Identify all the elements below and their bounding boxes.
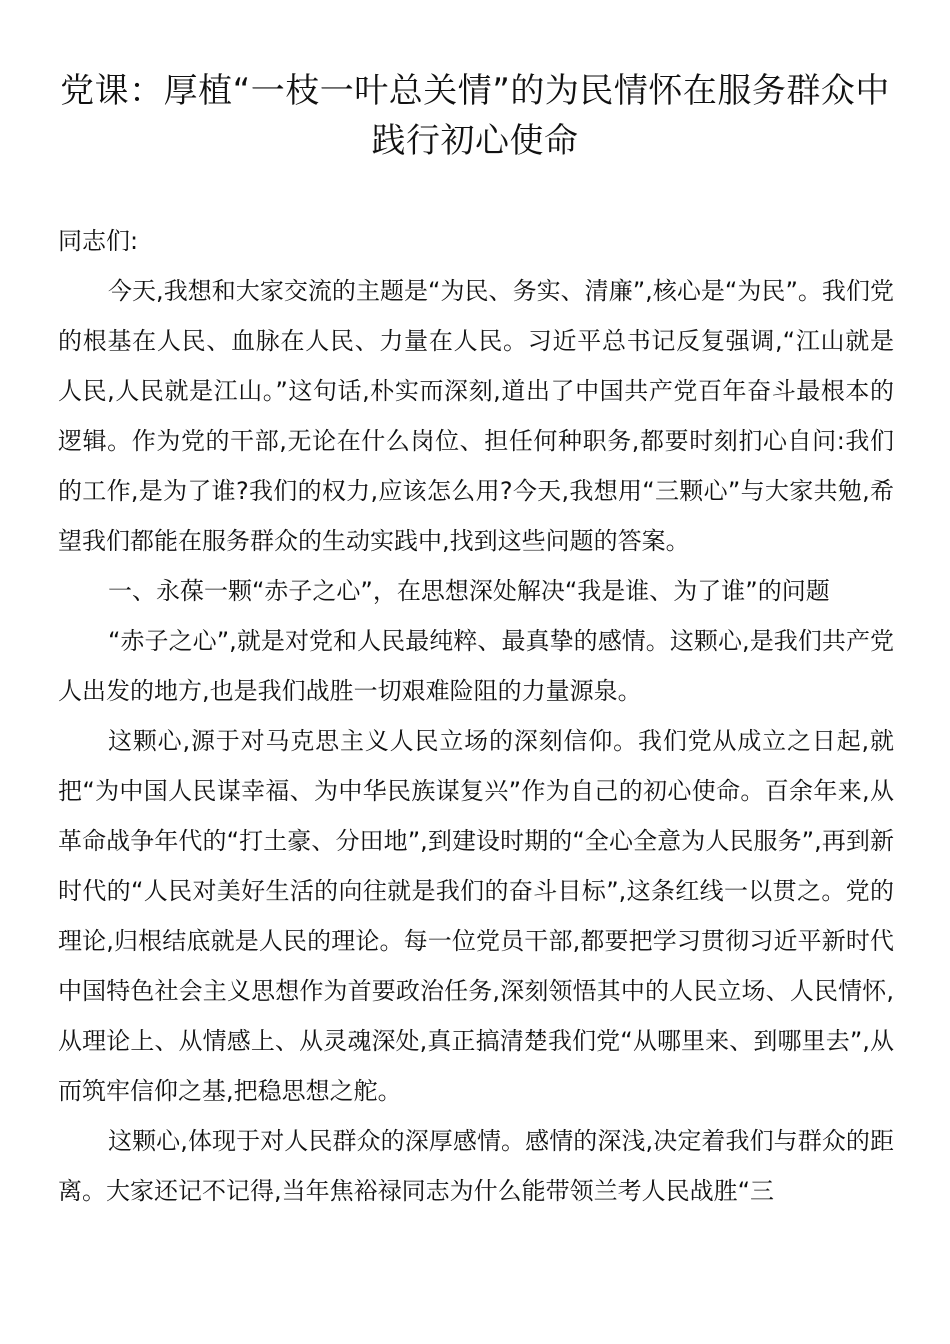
document-body — [58, 216, 894, 1216]
paragraph-2: 这颗心,源于对马克思主义人民立场的深刻信仰。我们党从成立之日起,就把“为中国人民谋幸福、为中华民族谋复兴”作为自己的初心使命。百余年来,从革命战争年代的“打土豪、分田地”,到建设时期的“全心全意为人民服务”,再到新时代的“人民对美好生活的向往就是我们的奋斗目标”,这条红线一以贯之。党的理论,归根结底就是人民的理论。每一位党员干部,都要把学习贯彻习近平新时代中国特色社会主义思想作为首要政治任务,深刻领悟其中的人民立场、人民情怀,从理论上、从情感上、从灵魂深处,真正搞清楚我们党“从哪里来、到哪里去”,从而筑牢信仰之基,把稳思想之舵。 — [58, 727, 894, 1105]
document-title: 党课：厚植“一枝一叶总关情”的为民情怀在服务群众中践行初心使命 — [60, 71, 890, 161]
paragraph-1: “赤子之心”,就是对党和人民最纯粹、最真挚的感情。这颗心,是我们共产党人出发的地方,也是我们战胜一切艰难险阻的力量源泉。 — [58, 627, 894, 705]
paragraph-intro: 今天,我想和大家交流的主题是“为民、务实、清廉”,核心是“为民”。我们党的根基在人民、血脉在人民、力量在人民。习近平总书记反复强调,“江山就是人民,人民就是江山。”这句话,朴实而深刻,道出了中国共产党百年奋斗最根本的逻辑。作为党的干部,无论在什么岗位、担任何种职务,都要时刻扪心自问:我们的工作,是为了谁?我们的权力,应该怎么用?今天,我想用“三颗心”与大家共勉,希望我们都能在服务群众的生动实践中,找到这些问题的答案。 — [58, 277, 894, 555]
paragraph-3: 这颗心,体现于对人民群众的深厚感情。感情的深浅,决定着我们与群众的距离。大家还记不记得,当年焦裕禄同志为什么能带领兰考人民战胜“三 — [58, 1127, 894, 1205]
section-heading-1: 一、永葆一颗“赤子之心”，在思想深处解决“我是谁、为了谁”的问题 — [108, 577, 830, 605]
salutation: 同志们: — [58, 227, 139, 255]
